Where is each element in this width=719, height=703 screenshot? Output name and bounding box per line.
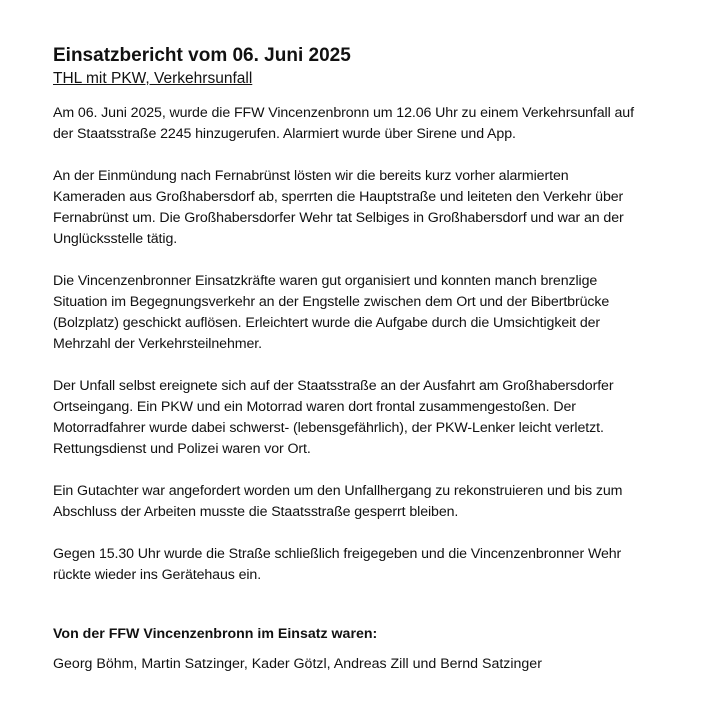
paragraph-line: Kameraden aus Großhabersdorf ab, sperrten die Hauptstraße und leiteten den Verkehr über <box>53 189 624 205</box>
report-paragraph-4 <box>53 376 673 460</box>
members-heading: Von der FFW Vincenzenbronn im Einsatz waren: <box>53 626 378 642</box>
paragraph-line: Ortseingang. Ein PKW und ein Motorrad waren dort frontal zusammengestoßen. Der <box>53 399 576 415</box>
report-title: Einsatzbericht vom 06. Juni 2025 <box>53 45 351 66</box>
paragraph-line: Motorradfahrer wurde dabei schwerst- (lebensgefährlich), der PKW-Lenker leicht verletzt. <box>53 420 604 436</box>
paragraph-line: Die Vincenzenbronner Einsatzkräfte waren gut organisiert und konnten manch brenzlige <box>53 273 598 289</box>
report-paragraph-1 <box>53 103 673 145</box>
report-paragraph-3 <box>53 271 673 355</box>
paragraph-line: Unglücksstelle tätig. <box>53 231 178 247</box>
paragraph-line: Rettungsdienst und Polizei waren vor Ort. <box>53 441 311 457</box>
paragraph-line: Der Unfall selbst ereignete sich auf der Staatsstraße an der Ausfahrt am Großhabersdorfer <box>53 378 614 394</box>
report-document <box>53 44 673 675</box>
report-paragraph-5 <box>53 481 673 523</box>
paragraph-line: rückte wieder ins Gerätehaus ein. <box>53 567 262 583</box>
paragraph-line: Abschluss der Arbeiten musste die Staatsstraße gesperrt bleiben. <box>53 504 459 520</box>
paragraph-line: (Bolzplatz) geschickt auflösen. Erleichtert wurde die Aufgabe durch die Umsichtigkeit der <box>53 315 601 331</box>
paragraph-line: Gegen 15.30 Uhr wurde die Straße schließlich freigegeben und die Vincenzenbronner Wehr <box>53 546 622 562</box>
report-paragraph-2 <box>53 166 673 250</box>
paragraph-line: Ein Gutachter war angefordert worden um den Unfallhergang zu rekonstruieren und bis zum <box>53 483 623 499</box>
paragraph-line: Mehrzahl der Verkehrsteilnehmer. <box>53 336 262 352</box>
report-paragraph-6 <box>53 544 673 586</box>
paragraph-line: Situation im Begegnungsverkehr an der Engstelle zwischen dem Ort und der Bibertbrücke <box>53 294 610 310</box>
paragraph-line: Fernabrünst um. Die Großhabersdorfer Wehr tat Selbiges in Großhabersdorf und war an der <box>53 210 624 226</box>
members-list: Georg Böhm, Martin Satzinger, Kader Götzl, Andreas Zill und Bernd Satzinger <box>53 656 542 672</box>
paragraph-line: An der Einmündung nach Fernabrünst lösten wir die bereits kurz vorher alarmierten <box>53 168 569 184</box>
paragraph-line: der Staatsstraße 2245 hinzugerufen. Alarmiert wurde über Sirene und App. <box>53 126 516 142</box>
paragraph-line: Am 06. Juni 2025, wurde die FFW Vincenzenbronn um 12.06 Uhr zu einem Verkehrsunfall auf <box>53 105 634 121</box>
report-subtitle: THL mit PKW, Verkehrsunfall <box>53 70 253 87</box>
